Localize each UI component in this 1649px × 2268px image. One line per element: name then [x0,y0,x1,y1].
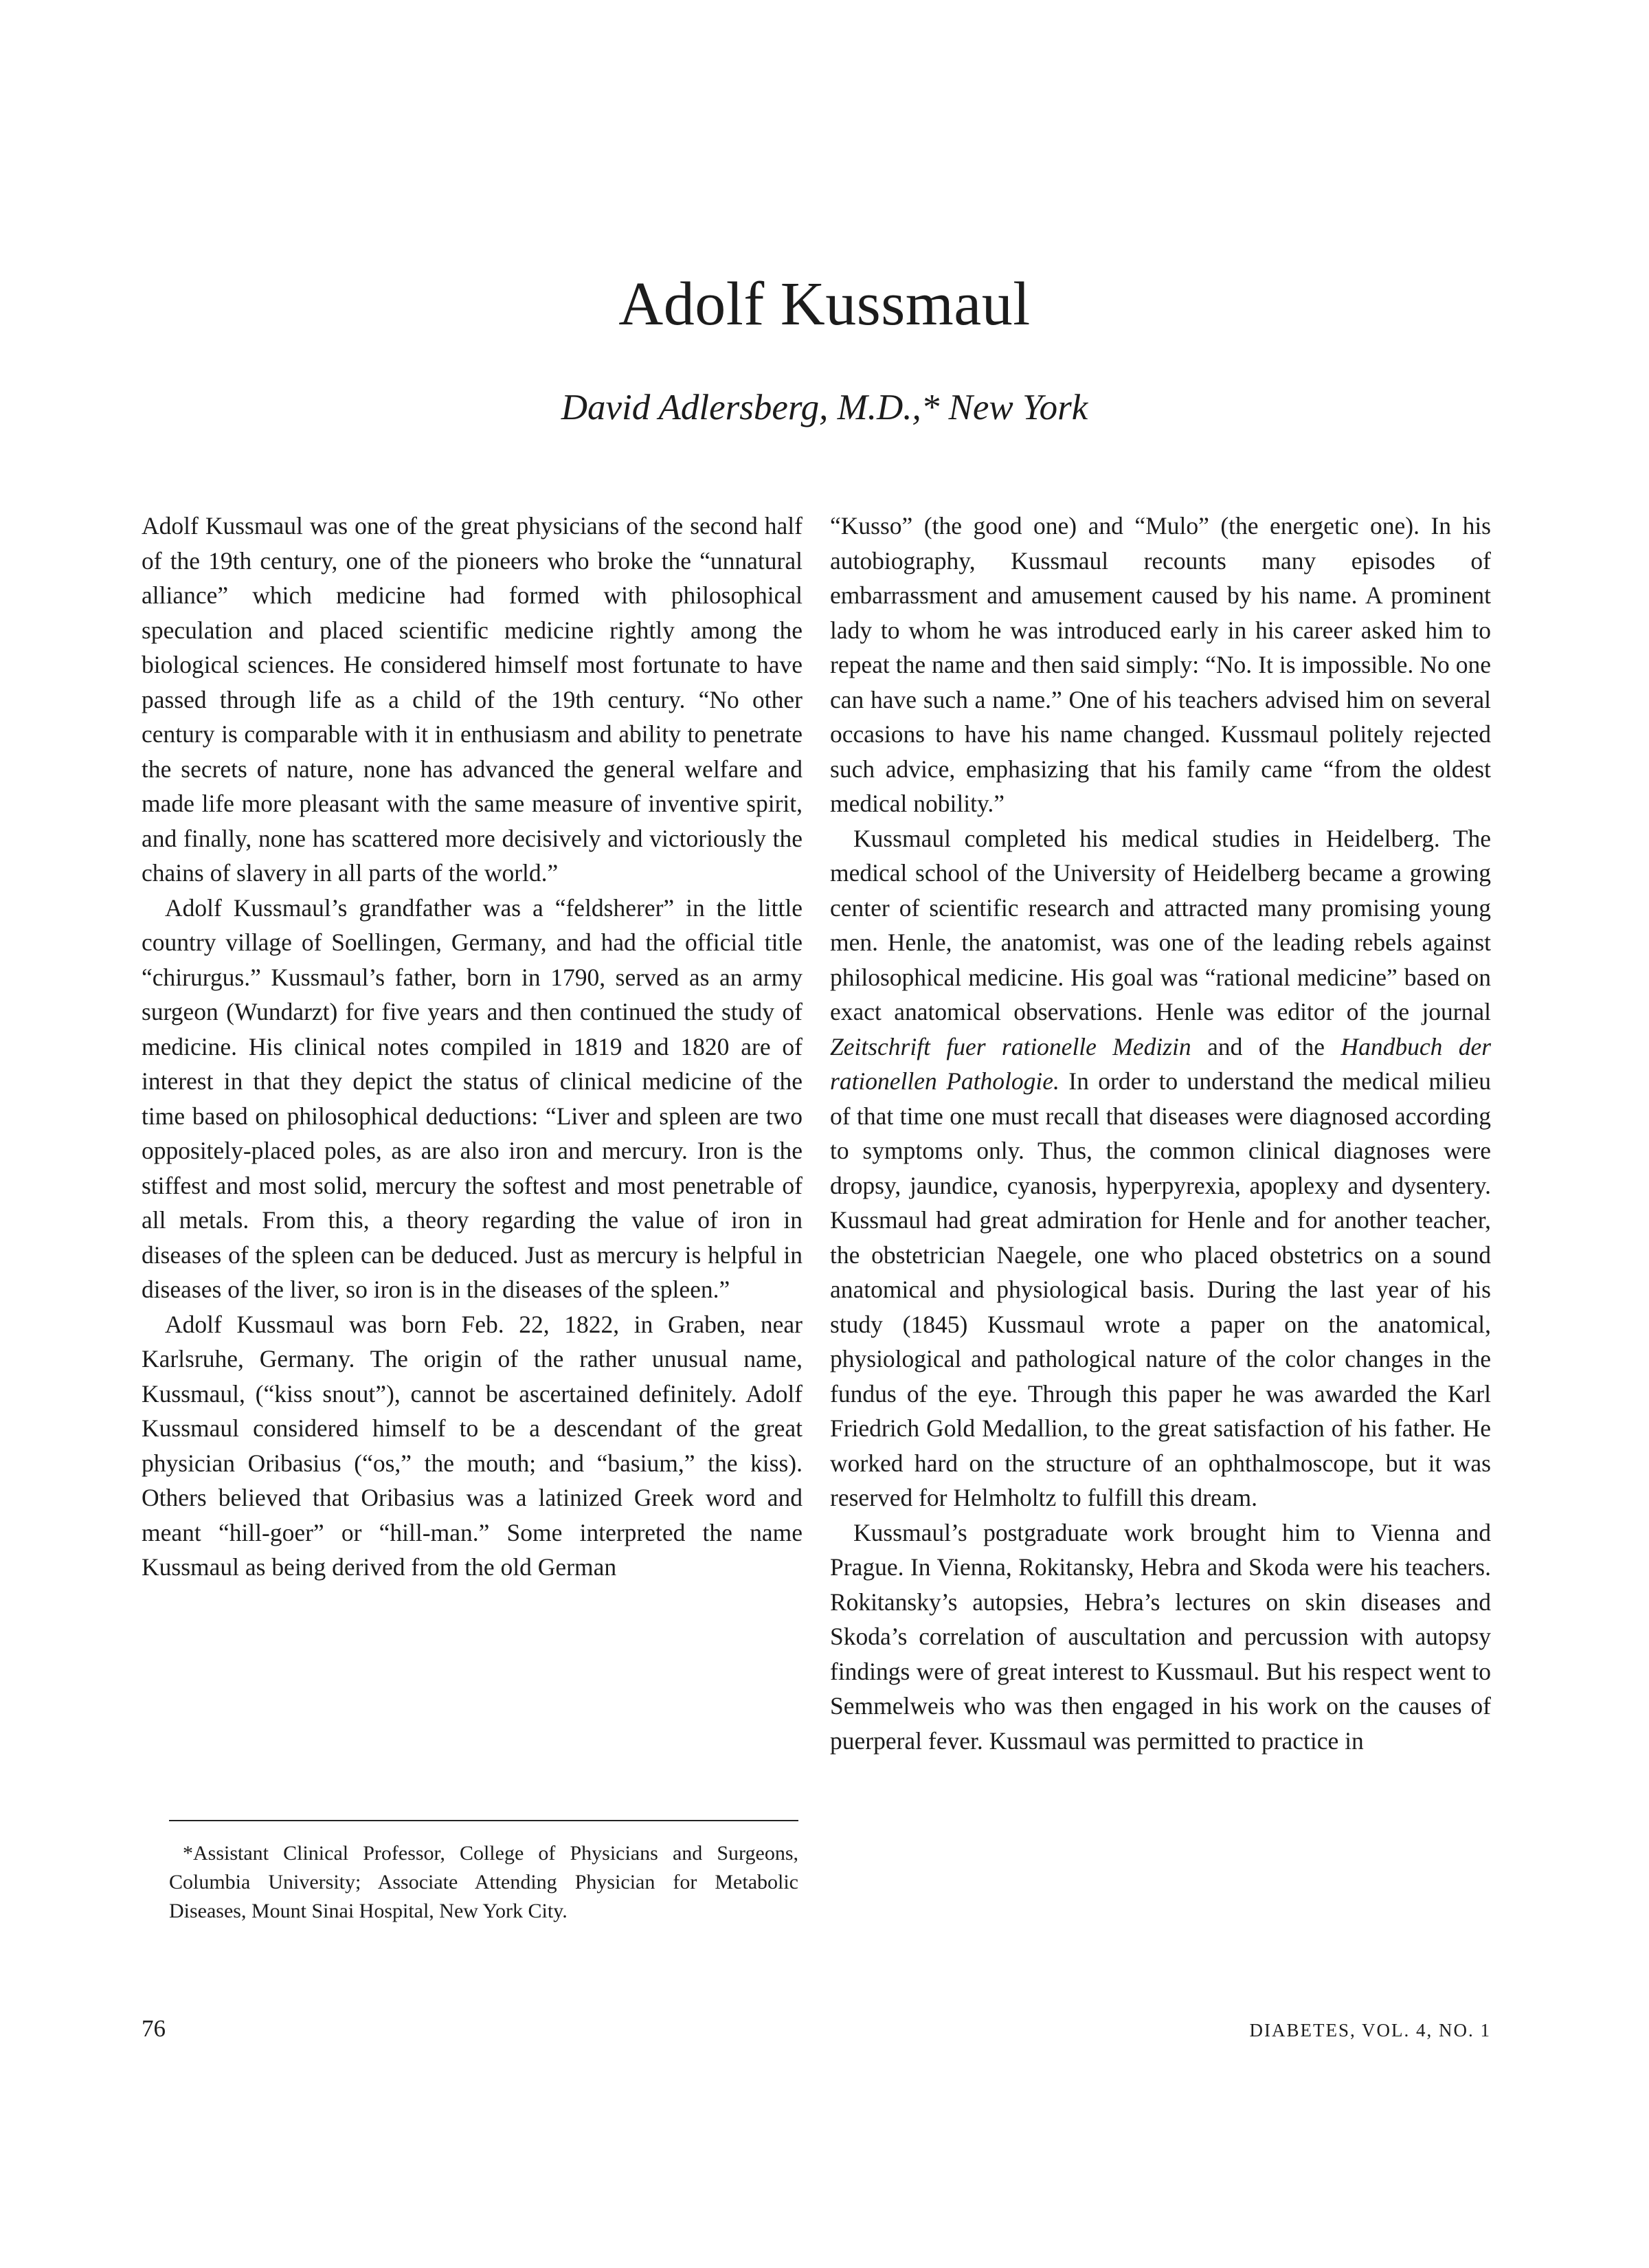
journal-title-zeitschrift: Zeitschrift fuer rationelle Medizin [830,1032,1191,1060]
journal-footer: DIABETES, VOL. 4, NO. 1 [1249,2020,1491,2041]
right-paragraph-2-continued: In order to understand the medical milieu of that time one must recall that diseases were diagnosed according to symptoms only. Thus, the common clinical diagnoses were dropsy, jaundice, cyanosis, hyperpyrexia, apoplexy and dysentery. Kussmaul had great admiration for Henle and for another teacher, the obstetrician Naegele, one who placed obstetrics on a sound anatomical and physiological basis. During the last year of his study (1845) Kussmaul wrote a paper on the anatomical, physiological and pathological nature of the color changes in the fundus of the eye. Through this paper he was awarded the Karl Friedrich Gold Medallion, to the great satisfaction of his father. He worked hard on the structure of an ophthalmoscope, but it was reserved for Helmholtz to fulfill this dream. [830,1067,1492,1511]
right-paragraph-2 [830,821,1491,1515]
right-column [830,509,1491,1758]
left-column [142,509,803,1585]
left-paragraph-2: Adolf Kussmaul’s grandfather was a “feldsherer” in the little country village of Soellingen, Germany, and had the official title “chirurgus.” Kussmaul’s father, born in 1790, served as an army surgeon (Wundarzt) for five years and then continued the study of medicine. His clinical notes compiled in 1819 and 1820 are of interest in that they depict the status of clinical medicine of the time based on philosophical deductions: “Liver and spleen are two oppositely-placed poles, as are also iron and mercury. Iron is the stiffest and most solid, mercury the softest and most penetrable of all metals. From this, a theory regarding the value of iron in diseases of the spleen can be deduced. Just as mercury is helpful in diseases of the liver, so iron is in the diseases of the spleen.” [142,893,803,1303]
right-paragraph-3: Kussmaul’s postgraduate work brought him to Vienna and Prague. In Vienna, Rokitansky, Hebra and Skoda were his teachers. Rokitansky’s autopsies, Hebra’s lectures on skin diseases and Skoda’s correlation of auscultation and percussion with autopsy findings were of great interest to Kussmaul. But his respect went to Semmelweis who was then engaged in his work on the causes of puerperal fever. Kussmaul was permitted to practice in [830,1518,1491,1755]
article-title: Adolf Kussmaul [618,270,1031,338]
author-byline: David Adlersberg, M.D.,* New York [561,388,1088,427]
journal-title-handbuch: Handbuch der rationellen Pathologie. [830,1032,1492,1095]
page-number: 76 [142,2015,166,2042]
right-paragraph-2-text: Kussmaul completed his medical studies in Heidelberg. The medical school of the University of Heidelberg became a growing center of scientific research and attracted many promising young men. Henle, the anatomist, was one of the leading rebels against philosophical medicine. His goal was “rational medicine” based on exact anatomical observations. Henle was editor of the journal [830,824,1491,1025]
footnote-divider [169,1820,798,1821]
left-paragraph-1: Adolf Kussmaul was one of the great physicians of the second half of the 19th century, one of the pioneers who broke the “unnatural alliance” which medicine had formed with philosophical speculation and placed scientific medicine rightly among the biological sciences. He considered himself most fortunate to have passed through life as a child of the 19th century. “No other century is comparable with it in enthusiasm and ability to penetrate the secrets of nature, none has advanced the general welfare and made life more pleasant with the same measure of inventive spirit, and finally, none has scattered more decisively and victoriously the chains of slavery in all parts of the world.” [142,512,803,887]
right-paragraph-1: “Kusso” (the good one) and “Mulo” (the energetic one). In his autobiography, Kussmaul recounts many episodes of embarrassment and amusement caused by his name. A prominent lady to whom he was introduced early in his career asked him to repeat the name and then said simply: “No. It is impossible. No one can have such a name.” One of his teachers advised him on several occasions to have his name changed. Kussmaul politely rejected such advice, emphasizing that his family came “from the oldest medical nobility.” [830,512,1491,817]
journal-joiner: and of the [1207,1032,1325,1060]
author-footnote: *Assistant Clinical Professor, College of Physicians and Surgeons, Columbia University; Associate Attending Physician for Metabolic Diseases, Mount Sinai Hospital, New York City. [169,1842,798,1922]
left-paragraph-3: Adolf Kussmaul was born Feb. 22, 1822, in Graben, near Karlsruhe, Germany. The origin of the rather unusual name, Kussmaul, (“kiss snout”), cannot be ascertained definitely. Adolf Kussmaul considered himself to be a descendant of the great physician Oribasius (“os,” the mouth; and “basium,” the kiss). Others believed that Oribasius was a latinized Greek word and meant “hill-goer” or “hill-man.” Some interpreted the name Kussmaul as being derived from the old German [142,1310,803,1581]
